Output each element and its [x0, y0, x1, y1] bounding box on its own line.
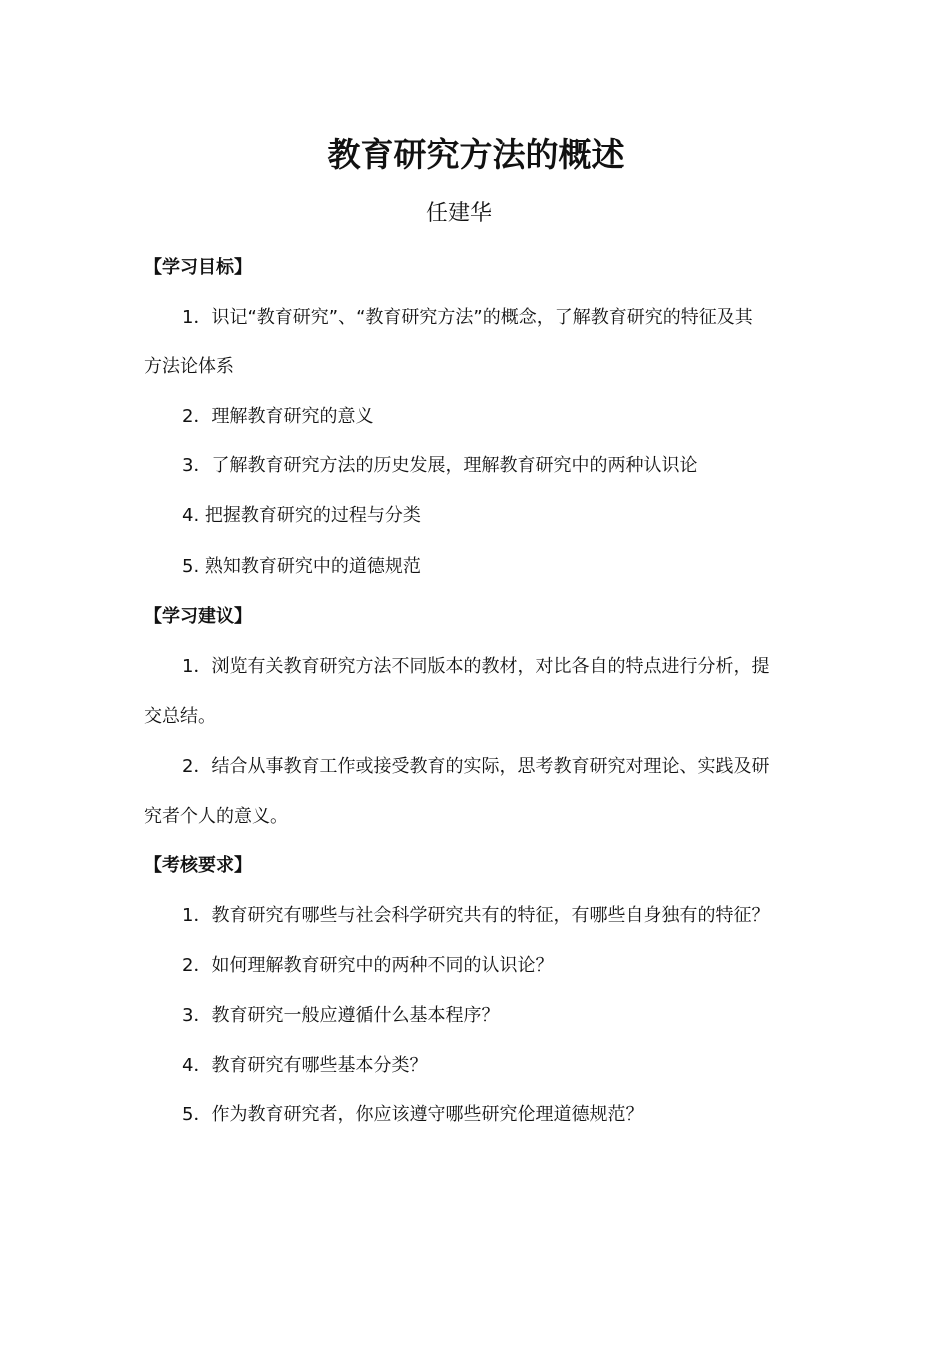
suggestion-item-2: 2．结合从事教育工作或接受教育的实际，思考教育研究对理论、实践及研	[182, 756, 770, 777]
suggestion-item-1: 1．浏览有关教育研究方法不同版本的教材，对比各自的特点进行分析，提	[182, 656, 770, 677]
requirement-item-5: 5．作为教育研究者，你应该遵守哪些研究伦理道德规范？	[182, 1104, 644, 1125]
requirements-heading: 【考核要求】	[144, 855, 252, 876]
objective-item-1-continuation: 方法论体系	[144, 356, 234, 377]
suggestion-item-2-continuation: 究者个人的意义。	[144, 806, 288, 827]
document-title: 教育研究方法的概述	[327, 135, 625, 174]
requirement-item-2: 2．如何理解教育研究中的两种不同的认识论？	[182, 955, 554, 976]
objective-item-5: 5. 熟知教育研究中的道德规范	[182, 556, 421, 577]
objective-item-2: 2．理解教育研究的意义	[182, 406, 374, 427]
suggestions-heading: 【学习建议】	[144, 606, 252, 627]
requirement-item-4: 4．教育研究有哪些基本分类？	[182, 1055, 428, 1076]
author-name: 任建华	[425, 201, 492, 226]
suggestion-item-1-continuation: 交总结。	[144, 706, 216, 727]
objective-item-1: 1．识记“教育研究”、“教育研究方法”的概念，了解教育研究的特征及其	[182, 307, 753, 328]
objective-item-4: 4. 把握教育研究的过程与分类	[182, 505, 421, 526]
requirement-item-1: 1．教育研究有哪些与社会科学研究共有的特征，有哪些自身独有的特征？	[182, 905, 770, 926]
objective-item-3: 3．了解教育研究方法的历史发展，理解教育研究中的两种认识论	[182, 455, 698, 476]
objectives-heading: 【学习目标】	[144, 257, 252, 278]
requirement-item-3: 3．教育研究一般应遵循什么基本程序？	[182, 1005, 500, 1026]
